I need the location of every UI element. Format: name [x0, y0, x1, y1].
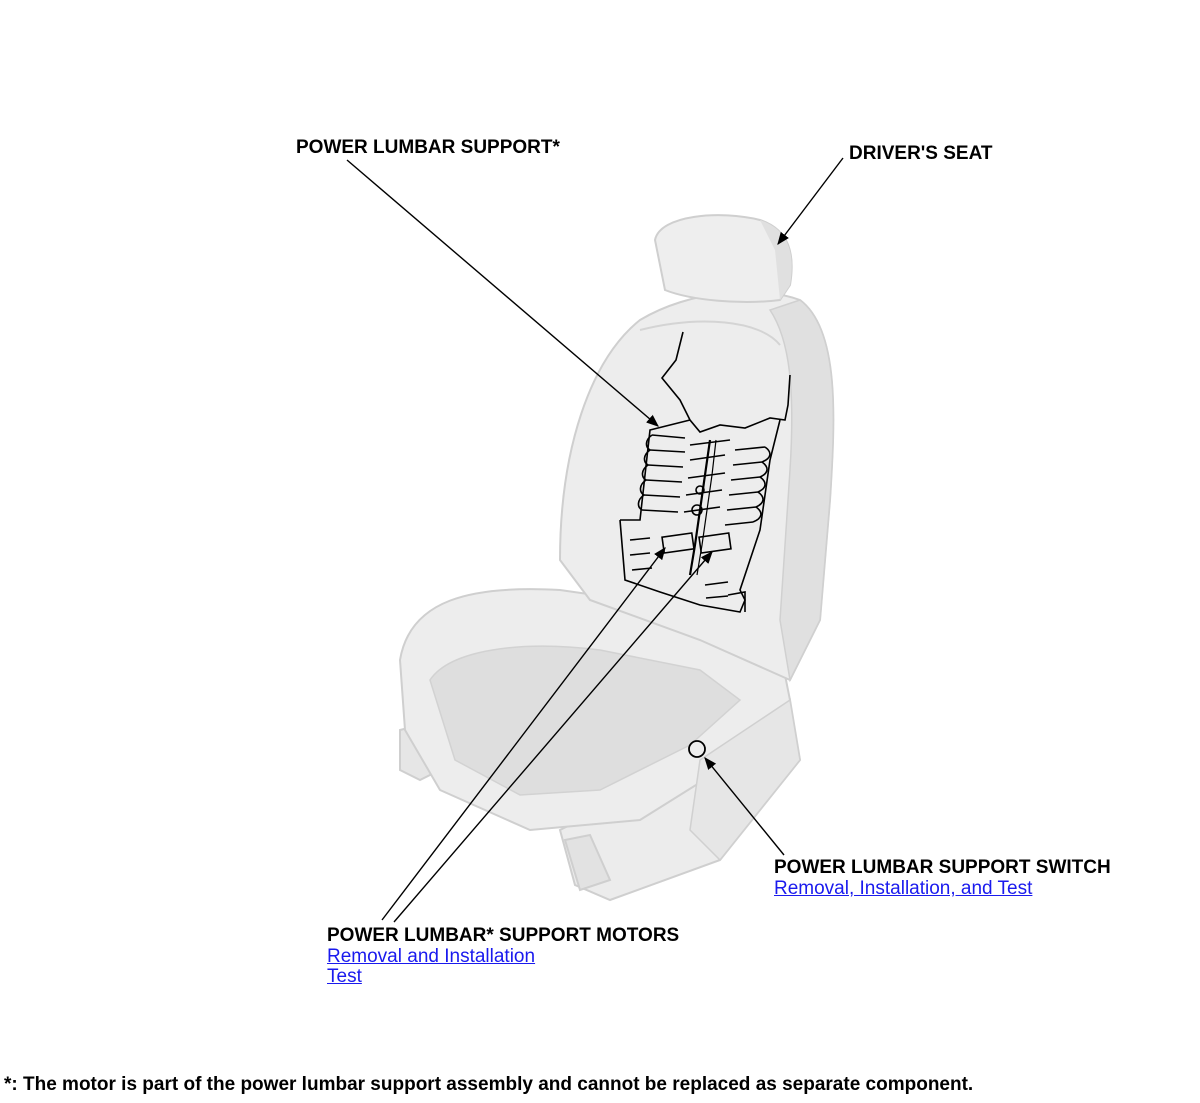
- label-power-lumbar-support-switch: POWER LUMBAR SUPPORT SWITCH: [774, 857, 1111, 878]
- label-power-lumbar-support: POWER LUMBAR SUPPORT*: [296, 137, 560, 158]
- leader-drivers-seat: [778, 158, 843, 244]
- footnote: *: The motor is part of the power lumbar support assembly and cannot be replaced as separate component.: [4, 1074, 974, 1095]
- link-motors-removal-installation[interactable]: Removal and Installation: [327, 946, 536, 967]
- label-drivers-seat: DRIVER'S SEAT: [849, 143, 993, 164]
- headrest: [655, 215, 792, 302]
- link-switch-removal-installation-test[interactable]: Removal, Installation, and Test: [774, 878, 1033, 899]
- leader-power-lumbar-support: [347, 160, 658, 426]
- link-motors-test[interactable]: Test: [327, 966, 362, 987]
- label-power-lumbar-support-motors: POWER LUMBAR* SUPPORT MOTORS: [327, 925, 680, 946]
